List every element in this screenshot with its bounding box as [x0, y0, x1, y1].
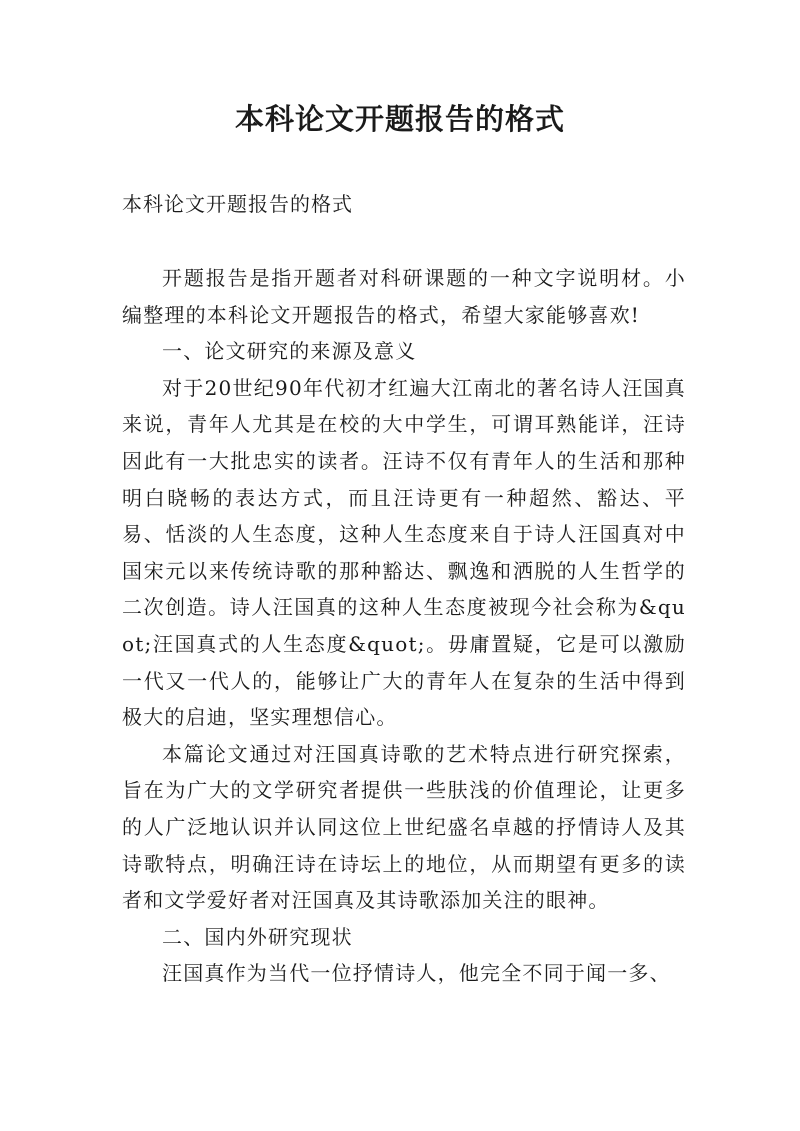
document-subtitle: 本科论文开题报告的格式	[122, 192, 353, 216]
document-body	[122, 260, 686, 992]
section-heading-2: 二、国内外研究现状	[162, 924, 353, 949]
paragraph-purpose: 本篇论文通过对汪国真诗歌的艺术特点进行研究探索，旨在为广大的文学研究者提供一些肤浅的价值理论，让更多的人广泛地认识并认同这位上世纪盛名卓越的抒情诗人及其诗歌特点，明确汪诗在诗坛上的地位，从而期望有更多的读者和文学爱好者对汪国真及其诗歌添加关注的眼神。	[122, 741, 686, 913]
paragraph-intro: 开题报告是指开题者对科研课题的一种文字说明材。小编整理的本科论文开题报告的格式，希望大家能够喜欢!	[122, 266, 686, 327]
paragraph-significance: 对于20世纪90年代初才红遍大江南北的著名诗人汪国真来说，青年人尤其是在校的大中学生，可谓耳熟能详，汪诗因此有一大批忠实的读者。汪诗不仅有青年人的生活和那种明白晓畅的表达方式，而且汪诗更有一种超然、豁达、平易、恬淡的人生态度，这种人生态度来自于诗人汪国真对中国宋元以来传统诗歌的那种豁达、飘逸和洒脱的人生哲学的二次创造。诗人汪国真的这种人生态度被现今社会称为&quot;汪国真式的人生态度&quot;。毋庸置疑，它是可以激励一代又一代人的，能够让广大的青年人在复杂的生活中得到极大的启迪，坚实理想信心。	[122, 375, 686, 730]
paragraph-research-status: 汪国真作为当代一位抒情诗人，他完全不同于闻一多、	[162, 961, 671, 986]
section-heading-1: 一、论文研究的来源及意义	[162, 339, 417, 364]
document-title: 本科论文开题报告的格式	[234, 102, 565, 136]
